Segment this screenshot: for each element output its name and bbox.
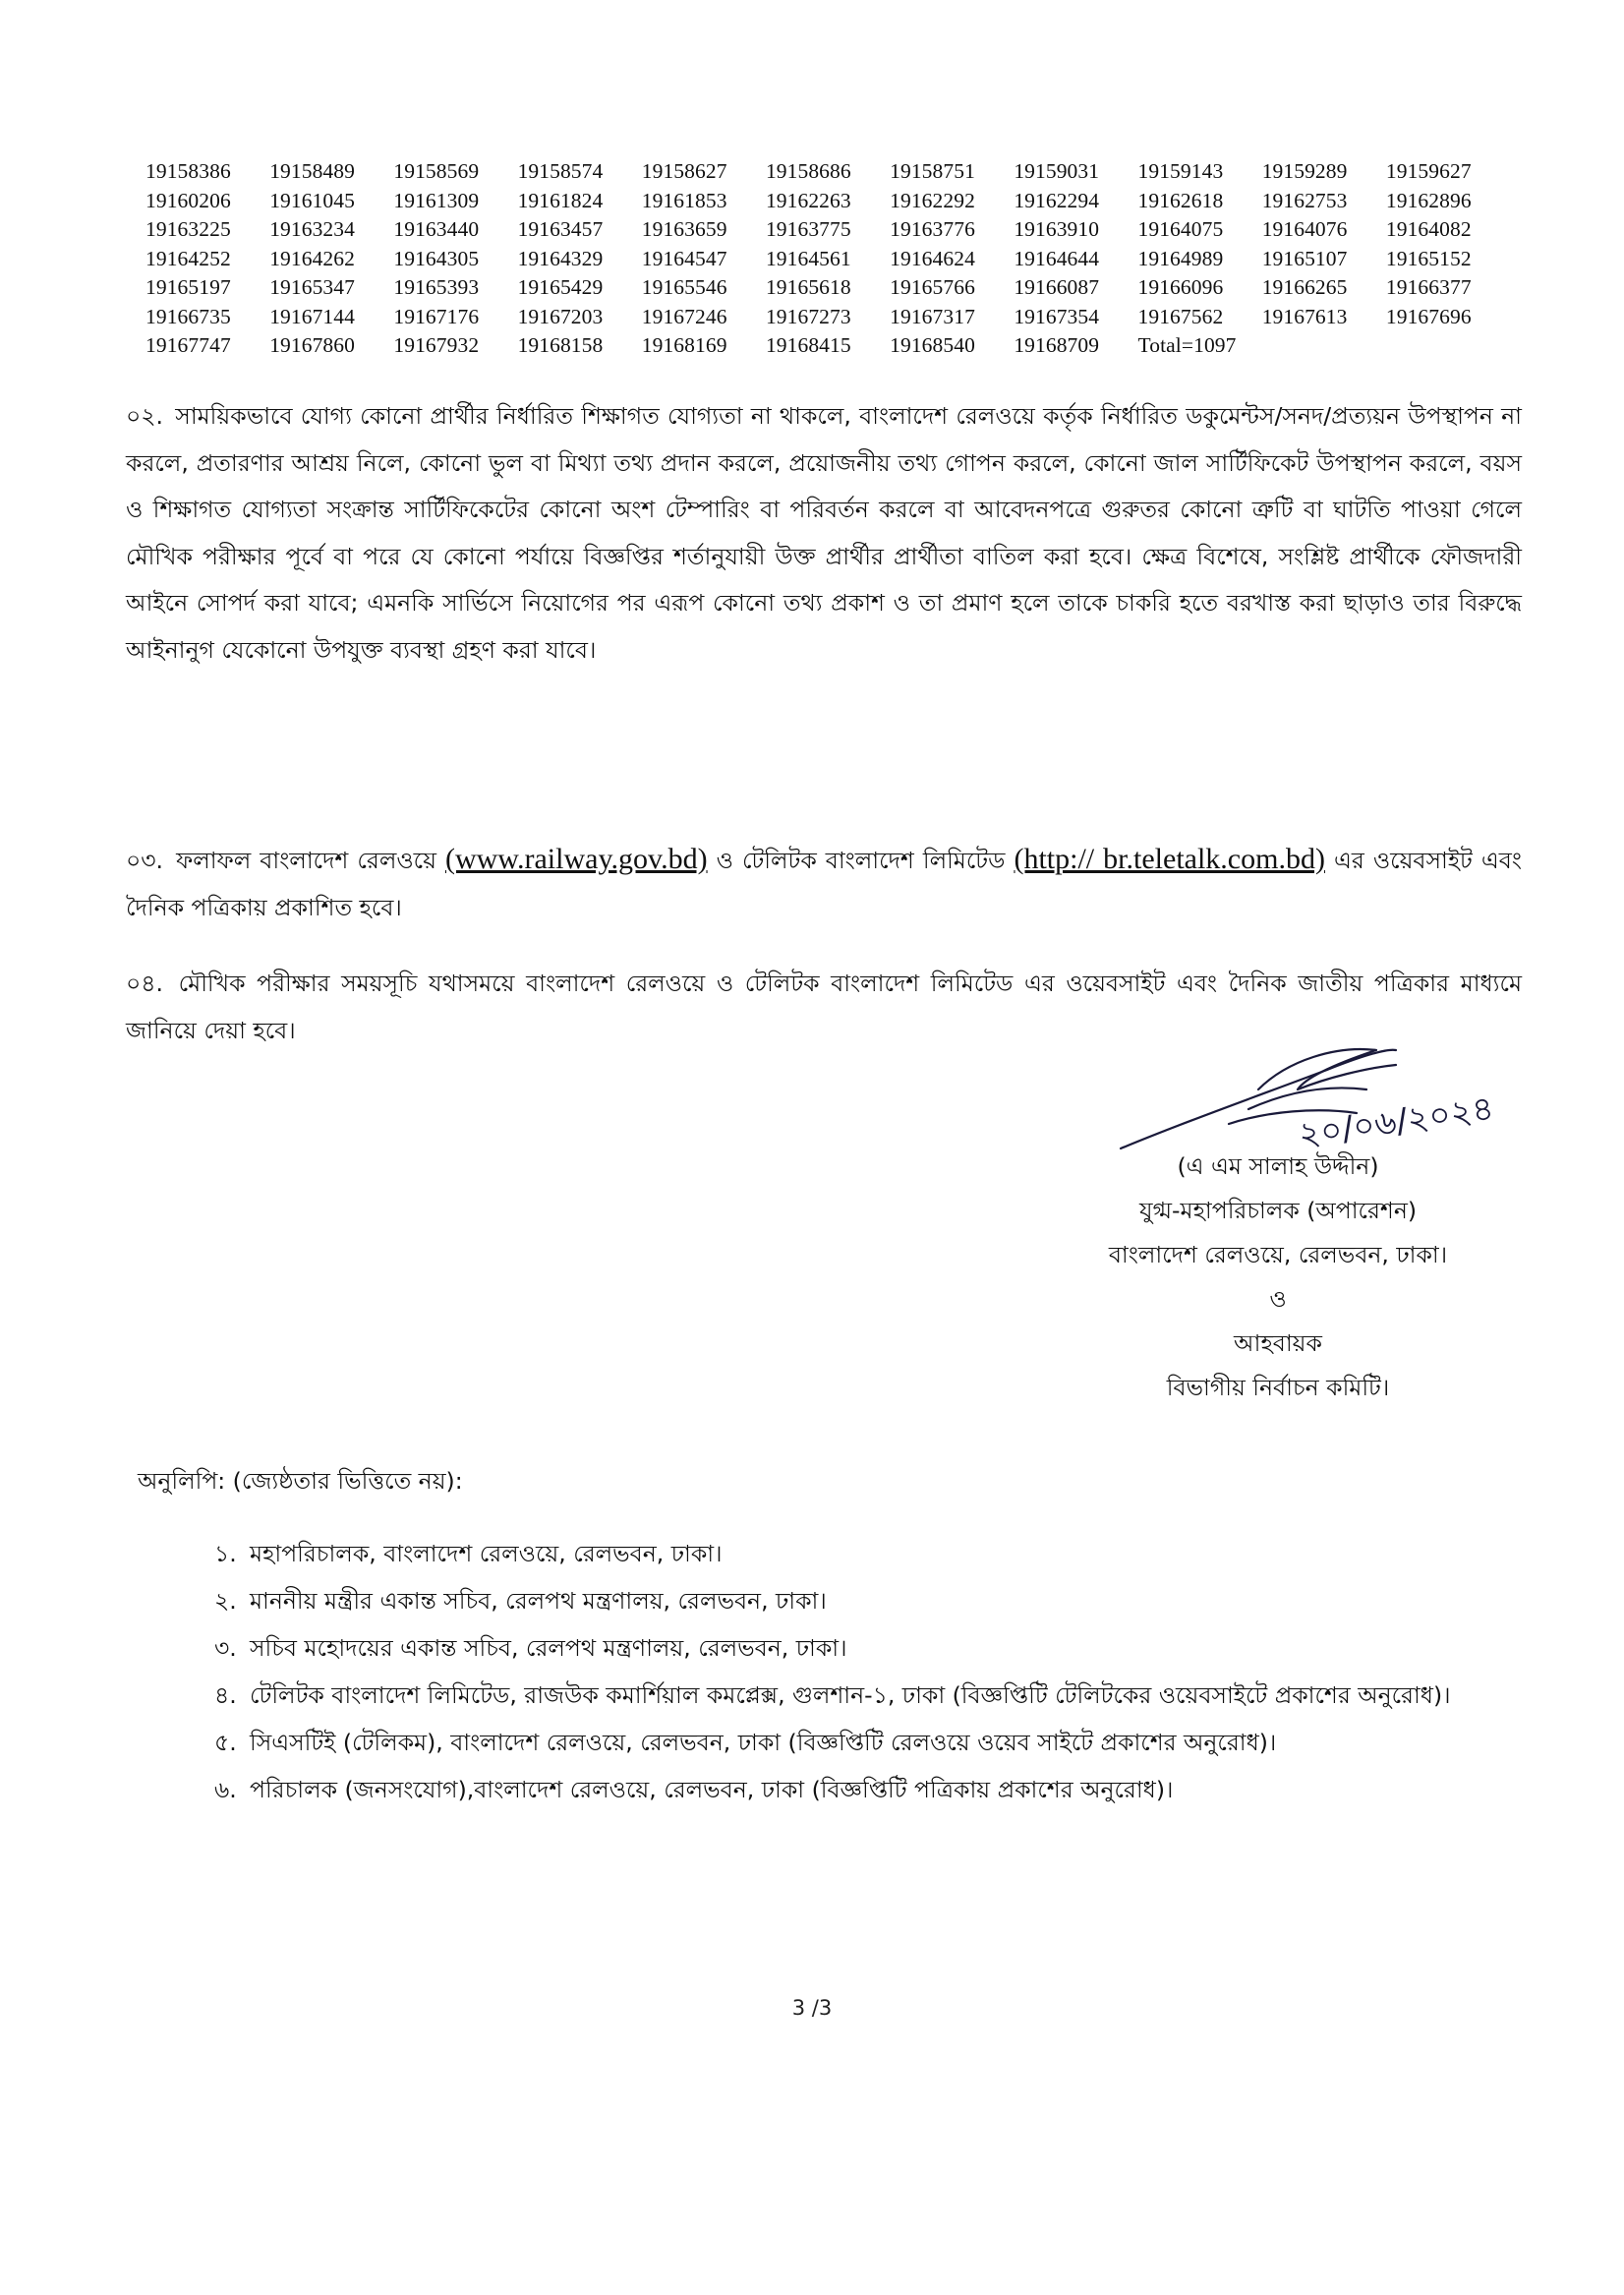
clause-text: ও টেলিটক বাংলাদেশ লিমিটেড bbox=[716, 847, 1006, 874]
roll-number: 19159031 bbox=[1014, 159, 1100, 183]
roll-number: 19163659 bbox=[641, 217, 727, 241]
roll-number: 19158386 bbox=[145, 159, 231, 183]
roll-number: 19163225 bbox=[145, 217, 231, 241]
roll-number: 19158489 bbox=[269, 159, 355, 183]
roll-number: 19167613 bbox=[1261, 304, 1348, 328]
roll-number: 19164075 bbox=[1137, 217, 1224, 241]
copy-item-number: ২. bbox=[214, 1587, 237, 1615]
roll-number: 19166087 bbox=[1014, 275, 1100, 299]
signatory-name: (এ এম সালাহ উদ্দীন) bbox=[1177, 1152, 1379, 1180]
roll-row bbox=[145, 273, 1532, 303]
roll-number: 19164989 bbox=[1137, 246, 1224, 270]
copy-item-text: মহাপরিচালক, বাংলাদেশ রেলওয়ে, রেলভবন, ঢাকা। bbox=[250, 1540, 723, 1567]
roll-number: 19163234 bbox=[269, 217, 355, 241]
clause-03 bbox=[126, 836, 1522, 931]
roll-number: 19163440 bbox=[393, 217, 480, 241]
roll-row bbox=[145, 157, 1532, 187]
roll-number: 19158569 bbox=[393, 159, 480, 183]
roll-number: 19158627 bbox=[641, 159, 727, 183]
roll-number: 19167317 bbox=[890, 304, 975, 328]
copy-item-number: ৪. bbox=[214, 1681, 237, 1709]
roll-number: 19161853 bbox=[641, 188, 727, 212]
roll-row bbox=[145, 187, 1532, 216]
roll-number: 19167354 bbox=[1014, 304, 1100, 328]
signatory-office: বাংলাদেশ রেলওয়ে, রেলভবন, ঢাকা। bbox=[1108, 1241, 1448, 1268]
clause-text: মৌখিক পরীক্ষার সময়সূচি যথাসময়ে বাংলাদেশ রেলওয়ে ও টেলিটক বাংলাদেশ লিমিটেড এর ওয়েবসাইট এবং দৈনিক জাতীয় পত্রিকার মাধ্যমে জানিয়ে দেয়া হবে। bbox=[126, 970, 1522, 1044]
roll-number: 19159627 bbox=[1385, 159, 1472, 183]
roll-number: 19164262 bbox=[269, 246, 355, 270]
signature-date: ২০/০৬/২০২৪ bbox=[1296, 1089, 1496, 1155]
roll-number: 19162263 bbox=[765, 188, 851, 212]
signatory-committee: বিভাগীয় নির্বাচন কমিটি। bbox=[1166, 1374, 1390, 1401]
roll-number: 19159289 bbox=[1261, 159, 1348, 183]
signatory-designation: যুগ্ম-মহাপরিচালক (অপারেশন) bbox=[1138, 1197, 1418, 1224]
copy-list-item bbox=[214, 1721, 1528, 1764]
roll-number: 19165107 bbox=[1261, 246, 1348, 270]
copy-item-text: সিএসটিই (টেলিকম), বাংলাদেশ রেলওয়ে, রেলভবন, ঢাকা (বিজ্ঞপ্তিটি রেলওয়ে ওয়েব সাইটে প্রকাশের অনুরোধ)। bbox=[250, 1729, 1277, 1756]
roll-number: 19166735 bbox=[145, 304, 231, 328]
roll-number: 19163910 bbox=[1014, 217, 1100, 241]
roll-number: 19160206 bbox=[145, 188, 231, 212]
roll-number: 19158751 bbox=[890, 159, 975, 183]
roll-number: 19167273 bbox=[765, 304, 851, 328]
roll-number: 19167176 bbox=[393, 304, 480, 328]
copy-item-text: টেলিটক বাংলাদেশ লিমিটেড, রাজউক কমার্শিয়াল কমপ্লেক্স, গুলশান-১, ঢাকা (বিজ্ঞপ্তিটি টেলিটকের ওয়েবসাইটে প্রকাশের অনুরোধ)। bbox=[250, 1681, 1451, 1709]
copy-list-item bbox=[214, 1768, 1528, 1811]
roll-number: 19164561 bbox=[765, 246, 851, 270]
roll-number: 19161824 bbox=[517, 188, 604, 212]
clause-number: ০২. bbox=[126, 402, 164, 430]
roll-number: 19163775 bbox=[765, 217, 851, 241]
roll-row bbox=[145, 245, 1532, 274]
roll-number: 19162618 bbox=[1137, 188, 1224, 212]
clause-text: সাময়িকভাবে যোগ্য কোনো প্রার্থীর নির্ধারিত শিক্ষাগত যোগ্যতা না থাকলে, বাংলাদেশ রেলওয়ে কর্তৃক নির্ধারিত ডকুমেন্টস/সনদ/প্রত্যয়ন উপস্থাপন না করলে, প্রতারণার আশ্রয় নিলে, কোনো ভুল বা মিথ্যা তথ্য প্রদান করলে, প্রয়োজনীয় তথ্য গোপন করলে, কোনো জাল সার্টিফিকেট উপস্থাপন করলে, বয়স ও শিক্ষাগত যোগ্যতা সংক্রান্ত সার্টিফিকেটের কোনো অংশ টেম্পারিং বা পরিবর্তন করলে বা আবেদনপত্রে গুরুতর কোনো ত্রুটি বা ঘাটতি পাওয়া গেলে মৌখিক পরীক্ষার পূর্বে বা পরে যে কোনো পর্যায়ে বিজ্ঞপ্তির শর্তানুযায়ী উক্ত প্রার্থীর প্রার্থীতা বাতিল করা হবে। ক্ষেত্র বিশেষে, সংশ্লিষ্ট প্রার্থীকে ফৌজদারী আইনে সোপর্দ করা যাবে; এমনকি সার্ভিসে নিয়োগের পর এরূপ কোনো তথ্য প্রকাশ ও তা প্রমাণ হলে তাকে চাকরি হতে বরখাস্ত করা ছাড়াও তার বিরুদ্ধে আইনানুগ যেকোনো উপযুক্ত ব্যবস্থা গ্রহণ করা যাবে। bbox=[126, 402, 1522, 664]
copy-item-number: ৬. bbox=[214, 1776, 237, 1803]
clause-number: ০৪. bbox=[126, 970, 163, 997]
handwritten-signature bbox=[1101, 1030, 1534, 1158]
roll-number: 19164624 bbox=[890, 246, 975, 270]
roll-row bbox=[145, 303, 1532, 332]
roll-number: 19167144 bbox=[269, 304, 355, 328]
page-number: 3 /3 bbox=[791, 1996, 833, 2020]
copy-list-title: অনুলিপি: (জ্যেষ্ঠতার ভিত্তিতে নয়): bbox=[138, 1467, 463, 1495]
roll-number: 19164076 bbox=[1261, 217, 1348, 241]
copy-list bbox=[214, 1532, 1528, 1815]
roll-number: 19159143 bbox=[1137, 159, 1224, 183]
copy-item-number: ৩. bbox=[214, 1634, 237, 1662]
roll-number: 19164644 bbox=[1014, 246, 1100, 270]
copy-list-item bbox=[214, 1532, 1528, 1575]
roll-number: 19161045 bbox=[269, 188, 355, 212]
roll-number: 19165618 bbox=[765, 275, 851, 299]
roll-number: 19166096 bbox=[1137, 275, 1224, 299]
roll-row bbox=[145, 215, 1532, 245]
roll-number: 19165393 bbox=[393, 275, 480, 299]
roll-number: 19167203 bbox=[517, 304, 604, 328]
copy-list-item bbox=[214, 1579, 1528, 1622]
roll-number: 19165766 bbox=[890, 275, 975, 299]
roll-number: 19167246 bbox=[641, 304, 727, 328]
roll-number: 19168709 bbox=[1014, 333, 1100, 357]
roll-number: 19164329 bbox=[517, 246, 604, 270]
copy-item-text: মাননীয় মন্ত্রীর একান্ত সচিব, রেলপথ মন্ত্রণালয়, রেলভবন, ঢাকা। bbox=[250, 1587, 827, 1615]
roll-number: 19167860 bbox=[269, 333, 355, 357]
roll-number: 19167747 bbox=[145, 333, 231, 357]
roll-number: 19165152 bbox=[1385, 246, 1472, 270]
clause-02 bbox=[126, 393, 1522, 674]
railway-website-link[interactable]: (www.railway.gov.bd) bbox=[444, 843, 708, 875]
roll-number-table bbox=[145, 157, 1532, 361]
roll-number: 19168158 bbox=[517, 333, 604, 357]
signatory-block bbox=[1022, 1145, 1534, 1410]
roll-number: 19168169 bbox=[641, 333, 727, 357]
roll-row bbox=[145, 331, 1532, 361]
signatory-role: আহবায়ক bbox=[1234, 1329, 1322, 1357]
teletalk-website-link[interactable]: (http:// br.teletalk.com.bd) bbox=[1014, 843, 1325, 875]
roll-number: 19164252 bbox=[145, 246, 231, 270]
roll-number: 19167562 bbox=[1137, 304, 1224, 328]
roll-number: 19158686 bbox=[765, 159, 851, 183]
roll-number: 19164547 bbox=[641, 246, 727, 270]
roll-number: 19165429 bbox=[517, 275, 604, 299]
roll-number: 19167932 bbox=[393, 333, 480, 357]
roll-number: 19166377 bbox=[1385, 275, 1472, 299]
roll-number: 19163457 bbox=[517, 217, 604, 241]
copy-item-text: সচিব মহোদয়ের একান্ত সচিব, রেলপথ মন্ত্রণালয়, রেলভবন, ঢাকা। bbox=[250, 1634, 847, 1662]
roll-number: 19166265 bbox=[1261, 275, 1348, 299]
roll-number: 19164305 bbox=[393, 246, 480, 270]
roll-number: 19158574 bbox=[517, 159, 604, 183]
roll-number: 19165197 bbox=[145, 275, 231, 299]
roll-number: 19162896 bbox=[1385, 188, 1472, 212]
roll-number: Total=1097 bbox=[1137, 333, 1237, 357]
clause-text: এর ওয়েবসাইট এবং দৈনিক পত্রিকায় প্রকাশিত হবে। bbox=[126, 847, 1522, 921]
clause-number: ০৩. bbox=[126, 847, 164, 874]
copy-list-item bbox=[214, 1626, 1528, 1670]
roll-number: 19161309 bbox=[393, 188, 480, 212]
copy-list-item bbox=[214, 1674, 1528, 1717]
roll-number: 19165347 bbox=[269, 275, 355, 299]
roll-number: 19168415 bbox=[765, 333, 851, 357]
signatory-and: ও bbox=[1269, 1285, 1287, 1313]
clause-text: ফলাফল বাংলাদেশ রেলওয়ে bbox=[176, 847, 436, 874]
copy-item-text: পরিচালক (জনসংযোগ),বাংলাদেশ রেলওয়ে, রেলভবন, ঢাকা (বিজ্ঞপ্তিটি পত্রিকায় প্রকাশের অনুরোধ)। bbox=[250, 1776, 1174, 1803]
roll-number: 19162292 bbox=[890, 188, 975, 212]
roll-number: 19162753 bbox=[1261, 188, 1348, 212]
roll-number: 19168540 bbox=[890, 333, 975, 357]
roll-number: 19165546 bbox=[641, 275, 727, 299]
roll-number: 19162294 bbox=[1014, 188, 1100, 212]
copy-item-number: ১. bbox=[214, 1540, 237, 1567]
roll-number: 19164082 bbox=[1385, 217, 1472, 241]
copy-item-number: ৫. bbox=[214, 1729, 237, 1756]
roll-number: 19163776 bbox=[890, 217, 975, 241]
roll-number: 19167696 bbox=[1385, 304, 1472, 328]
